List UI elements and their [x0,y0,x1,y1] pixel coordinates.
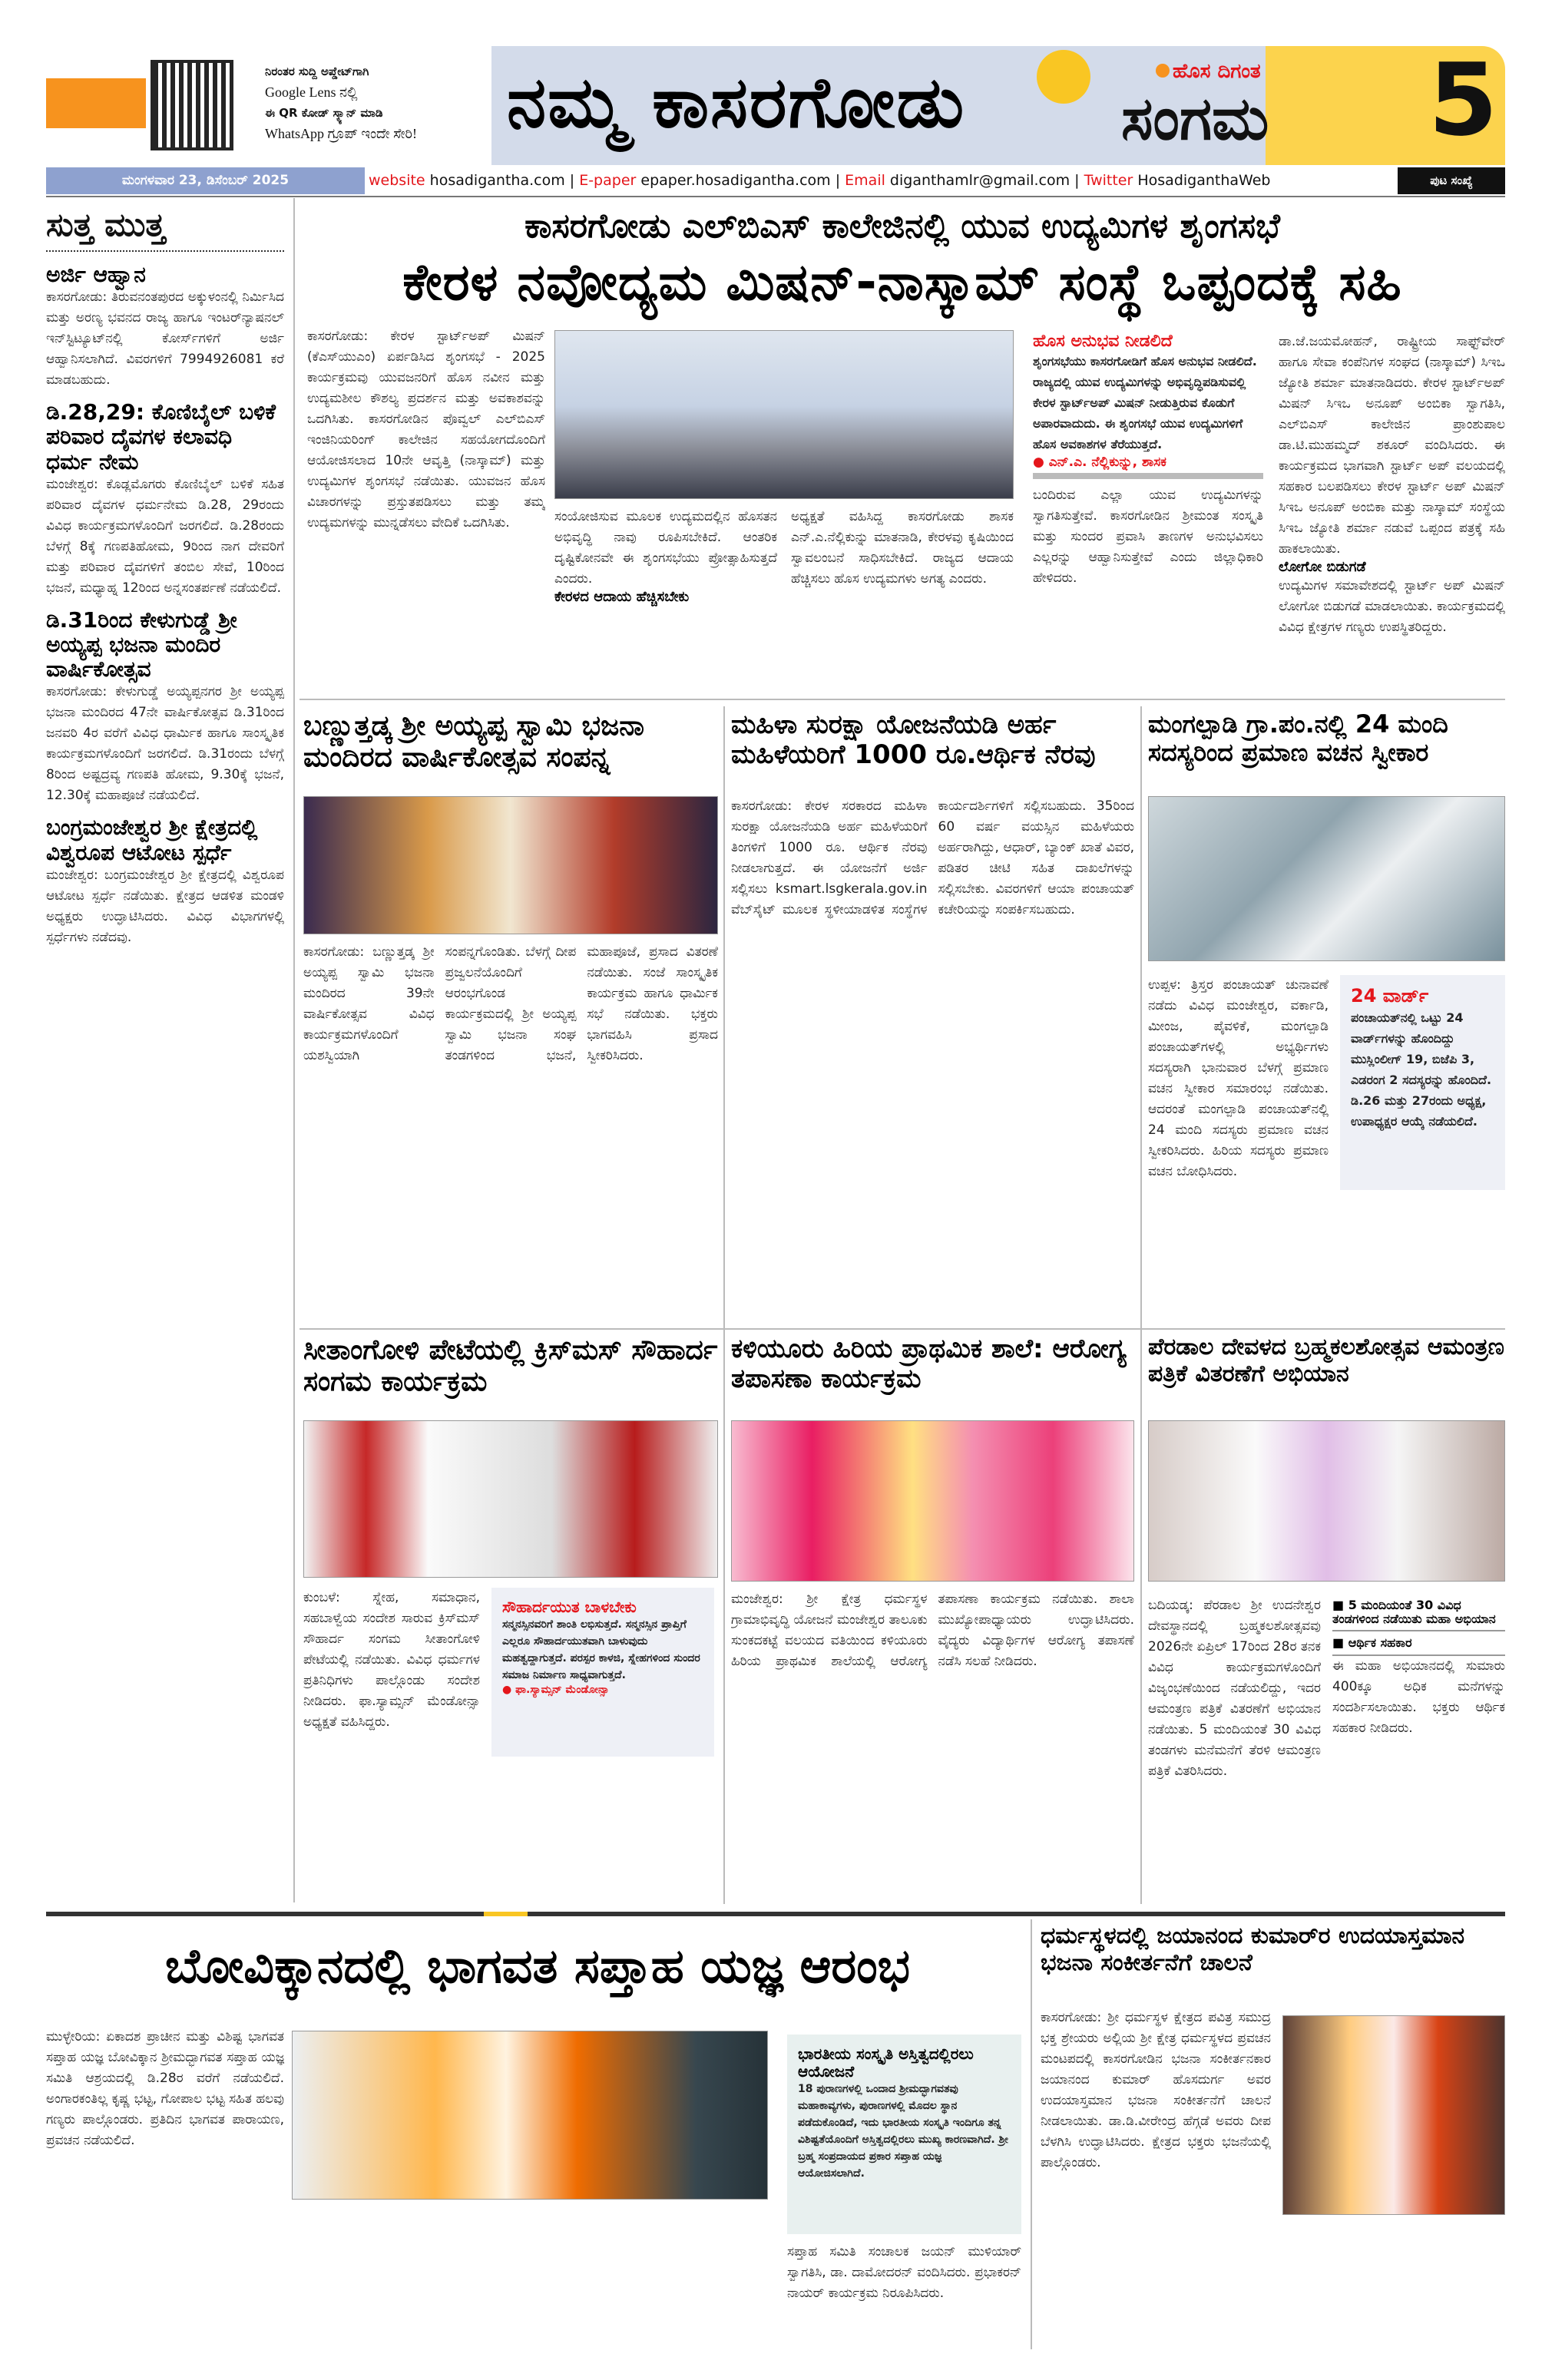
qr-code-icon [154,63,230,147]
bottom-body-2: ಸಪ್ತಾಹ ಸಮಿತಿ ಸಂಚಾಲಕ ಜಯನ್ ಮುಳಿಯಾರ್ ಸ್ವಾಗತಿಸಿ, ಡಾ. ದಾಮೋದರನ್ ವಂದಿಸಿದರು. ಪ್ರಭಾಕರನ್ ನಾಯರ್ ಕಾರ್ಯಕ್ರಮ ನಿರೂಪಿಸಿದರು. [787,2244,1021,2301]
row-divider [299,699,1505,700]
bullet-item: ■ ಆರ್ಥಿಕ ಸಹಕಾರ [1332,1631,1505,1656]
article-photo [303,796,718,934]
brief-item: ಬಂಗ್ರಮಂಜೇಶ್ವರ ಶ್ರೀ ಕ್ಷೇತ್ರದಲ್ಲಿ ವಿಶ್ವರೂಪ ಆಟೋಟ ಸ್ಪರ್ಧೆ ಮಂಜೇಶ್ವರ: ಬಂಗ್ರಮಂಜೇಶ್ವರ ಶ್ರೀ ಕ್ಷೇತ್ರದಲ್ಲಿ ವಿಶ್ವರೂಪ ಆಟೋಟ ಸ್ಪರ್ಧೆ ನಡೆಯಿತು. ಕ್ಷೇತ್ರದ ಆಡಳಿತ ಮಂಡಳಿ ಅಧ್ಯಕ್ಷರು ಉದ್ಘಾಟಿಸಿದರು. ವಿವಿಧ ವಿಭಾಗಗಳಲ್ಲಿ ಸ್ಪರ್ಧೆಗಳು ನಡೆದವು. [46,815,284,945]
section-title: ಸಂಗಮ [1121,84,1269,154]
bottom-headline: ಬೋವಿಕ್ಕಾನದಲ್ಲಿ ಭಾಗವತ ಸಪ್ತಾಹ ಯಜ್ಞ ಆರಂಭ [164,1938,911,1994]
lead-headline: ಕೇರಳ ನವೋದ್ಯಮ ಮಿಷನ್-ನಾಸ್ಕಾಮ್ ಸಂಸ್ಥೆ ಒಪ್ಪಂದಕ್ಕೆ ಸಹಿ [402,253,1402,312]
article-photo [303,1420,718,1578]
suttamutta-logo: ಸುತ್ತ ಮುತ್ತ [46,206,284,252]
column-divider [723,706,725,1904]
website-link[interactable]: website hosadigantha.com [369,172,565,189]
article-photo [1148,796,1505,961]
twitter-link[interactable]: Twitter HosadiganthaWeb [1084,172,1271,189]
culture-box: ಭಾರತೀಯ ಸಂಸ್ಕೃತಿ ಅಸ್ತಿತ್ವದಲ್ಲಿರಲು ಆಯೋಜನೆ 18 ಪುರಾಣಗಳಲ್ಲಿ ಒಂದಾದ ಶ್ರೀಮದ್ಭಾಗವತವು ಮಹಾಕಾವ್ಯಗಳು, ಪುರಾಣಗಳಲ್ಲಿ ಮೊದಲ ಸ್ಥಾನ ಪಡೆದುಕೊಂಡಿದೆ, ಇದು ಭಾರತೀಯ ಸಂಸ್ಕೃತಿ ಇಂದಿಗೂ ತನ್ನ ವಿಶಿಷ್ಟತೆಯೊಂದಿಗೆ ಅಸ್ತಿತ್ವದಲ್ಲಿರಲು ಮುಖ್ಯ ಕಾರಣವಾಗಿದೆ. ಶ್ರೀ ಬ್ರಹ್ಮ ಸಂಪ್ರದಾಯದ ಪ್ರಕಾರ ಸಪ್ತಾಹ ಯಜ್ಞ ಆಯೋಜಿಸಲಾಗಿದೆ. [787,2035,1021,2234]
contact-links: website hosadigantha.com | E-paper epaper.hosadigantha.com | Email diganthamlr@gmail.com | Twitter HosadiganthaWeb [369,172,1271,189]
brand-logo: ಹೊಸ ದಿಗಂತ [1156,60,1261,84]
page-title: ನಮ್ಮ ಕಾಸರಗೋಡು [507,61,966,144]
article-photo [1282,2015,1505,2215]
article-bannuthadka: ಬಣ್ಣುತ್ತಡ್ಕ ಶ್ರೀ ಅಯ್ಯಪ್ಪ ಸ್ವಾಮಿ ಭಜನಾ ಮಂದಿರದ ವಾರ್ಷಿಕೋತ್ಸವ ಸಂಪನ್ನ ಕಾಸರಗೋಡು: ಬಣ್ಣುತ್ತಡ್ಕ ಶ್ರೀ ಅಯ್ಯಪ್ಪ ಸ್ವಾಮಿ ಭಜನಾ ಮಂದಿರದ 39ನೇ ವಾರ್ಷಿಕೋತ್ಸವ ವಿವಿಧ ಕಾರ್ಯಕ್ರಮಗಳೊಂದಿಗೆ ಯಶಸ್ವಿಯಾಗಿ ಸಂಪನ್ನಗೊಂಡಿತು. ಬೆಳಗ್ಗೆ ದೀಪ ಪ್ರಜ್ವಲನೆಯೊಂದಿಗೆ ಆರಂಭಗೊಂಡ ಕಾರ್ಯಕ್ರಮದಲ್ಲಿ ಶ್ರೀ ಅಯ್ಯಪ್ಪ ಸ್ವಾಮಿ ಭಜನಾ ಸಂಘ ತಂಡಗಳಿಂದ ಭಜನೆ, ಮಹಾಪೂಜೆ, ಪ್ರಸಾದ ವಿತರಣೆ ನಡೆಯಿತು. ಸಂಜೆ ಸಾಂಸ್ಕೃತಿಕ ಕಾರ್ಯಕ್ರಮ ಹಾಗೂ ಧಾರ್ಮಿಕ ಸಭೆ ನಡೆಯಿತು. ಭಕ್ತರು ಭಾಗವಹಿಸಿ ಪ್ರಸಾದ ಸ್ವೀಕರಿಸಿದರು. [303,710,718,1063]
email-link[interactable]: Email diganthamlr@gmail.com [845,172,1070,189]
ward-info-box: 24 ವಾರ್ಡ್ ಪಂಚಾಯತ್‌ನಲ್ಲಿ ಒಟ್ಟು 24 ವಾರ್ಡ್‌ಗಳನ್ನು ಹೊಂದಿದ್ದು ಮುಸ್ಲಿಂಲೀಗ್ 19, ಬಿಜೆಪಿ 3, ಎಡರಂಗ 2 ಸದಸ್ಯರನ್ನು ಹೊಂದಿದೆ. ಡಿ.26 ಮತ್ತು 27ರಂದು ಅಧ್ಯಕ್ಷ, ಉಪಾಧ್ಯಕ್ಷರ ಆಯ್ಕೆ ನಡೆಯಲಿದೆ. [1340,975,1505,1190]
lead-kicker: ಕಾಸರಗೋಡು ಎಲ್‌ಬಿಎಸ್ ಕಾಲೇಜಿನಲ್ಲಿ ಯುವ ಉದ್ಯಮಿಗಳ ಶೃಂಗಸಭೆ [524,207,1280,246]
brief-item: ಡಿ.28,29: ಕೊಣಿಬೈಲ್ ಬಳಿಕೆ ಪರಿವಾರ ದೈವಗಳ ಕಲಾವಧಿ ಧರ್ಮ ನೇಮ ಮಂಜೇಶ್ವರ: ಕೊಡ್ಲಮೊಗರು ಕೊಣಿಬೈಲ್ ಬಳಿಕೆ ಸಹಿತ ಪರಿವಾರ ದೈವಗಳ ಧರ್ಮನೇಮ ಡಿ.28, 29ರಂದು ವಿವಿಧ ಕಾರ್ಯಕ್ರಮಗಳೊಂದಿಗೆ ಜರಗಲಿದೆ. ಡಿ.28ರಂದು ಬೆಳಗ್ಗೆ 8ಕ್ಕೆ ಗಣಪತಿಹೋಮ, 9ರಿಂದ ನಾಗ ದೇವರಿಗೆ ಮತ್ತು ಪರಿವಾರ ದೈವಗಳಿಗೆ ತಂಬಿಲ ಸೇವೆ, 10ರಿಂದ ಭಜನೆ, ಮಧ್ಯಾಹ್ನ 12ರಿಂದ ಅನ್ನಸಂತರ್ಪಣೆ ನಡೆಯಲಿದೆ. [46,399,284,596]
bullet-list: ■ 5 ಮಂದಿಯಂತೆ 30 ವಿವಿಧ ತಂಡಗಳಿಂದ ನಡೆಯಿತು ಮಹಾ ಅಭಿಯಾನ ■ ಆರ್ಥಿಕ ಸಹಕಾರ ಈ ಮಹಾ ಅಭಿಯಾನದಲ್ಲಿ ಸುಮಾರು 400ಕ್ಕೂ ಅಧಿಕ ಮನೆಗಳನ್ನು ಸಂದರ್ಶಿಸಲಾಯಿತು. ಭಕ್ತರು ಆರ್ಥಿಕ ಸಹಕಾರ ನೀಡಿದರು. [1332,1595,1505,1739]
date-bar: ಮಂಗಳವಾರ 23, ಡಿಸೆಂಬರ್ 2025 [46,167,365,194]
lead-subhead: ಕೇರಳದ ಆದಾಯ ಹೆಚ್ಚಿಸಬೇಕು [554,589,690,605]
lead-body-mid: ಸಂಯೋಜಿಸುವ ಮೂಲಕ ಉದ್ಯಮದಲ್ಲಿನ ಹೊಸತನ ಅಭಿವೃದ್ಧಿ ನಾವು ರೂಪಿಸಬೇಕಿದೆ. ಆಂತರಿಕ ದೃಷ್ಟಿಕೋನವೇ ಈ ಶೃಂಗಸಭೆಯು ಪ್ರೋತ್ಸಾಹಿಸುತ್ತದೆ ಎಂದರು. ಕೇರಳದ ಆದಾಯ ಹೆಚ್ಚಿಸಬೇಕು ಅಧ್ಯಕ್ಷತೆ ವಹಿಸಿದ್ದ ಕಾಸರಗೋಡು ಶಾಸಕ ಎನ್.ಎ.ನೆಲ್ಲಿಕುನ್ನು ಮಾತನಾಡಿ, ಕೇರಳವು ಕೃಷಿಯಿಂದ ಸ್ವಾವಲಂಬನೆ ಸಾಧಿಸಬೇಕಿದೆ. ರಾಜ್ಯದ ಆದಾಯ ಹೆಚ್ಚಿಸಲು ಹೊಸ ಉದ್ಯಮಗಳು ಅಗತ್ಯ ಎಂದರು. [554,509,1014,605]
column-divider [1031,1919,1032,2349]
bottom-body: ಮುಳ್ಳೇರಿಯ: ಏಕಾದಶ ಪ್ರಾಚೀನ ಮತ್ತು ವಿಶಿಷ್ಟ ಭಾಗವತ ಸಪ್ತಾಹ ಯಜ್ಞ ಬೋವಿಕ್ಕಾನ ಶ್ರೀಮದ್ಭಾಗವತ ಸಪ್ತಾಹ ಯಜ್ಞ ಸಮಿತಿ ಆಶ್ರಯದಲ್ಲಿ ಡಿ.28ರ ವರೆಗೆ ನಡೆಯಲಿದೆ. ಅಂಗಾರಕಂತಿಲ್ಲ ಕೃಷ್ಣ ಭಟ್ಟ, ಗೋಪಾಲ ಭಟ್ಟ ಸಹಿತ ಹಲವು ಗಣ್ಯರು ಪಾಲ್ಗೊಂಡರು. ಪ್ರತಿದಿನ ಭಾಗವತ ಪಾರಾಯಣ, ಪ್ರವಚನ ನಡೆಯಲಿದೆ. [46,2029,284,2148]
masthead-divider [46,196,1505,197]
left-column [46,206,284,1902]
bottom-divider [46,1912,1505,1916]
article-kaliyur: ಕಳಿಯೂರು ಹಿರಿಯ ಪ್ರಾಥಮಿಕ ಶಾಲೆ: ಆರೋಗ್ಯ ತಪಾಸಣಾ ಕಾರ್ಯಕ್ರಮ ಮಂಜೇಶ್ವರ: ಶ್ರೀ ಕ್ಷೇತ್ರ ಧರ್ಮಸ್ಥಳ ಗ್ರಾಮಾಭಿವೃದ್ಧಿ ಯೋಜನೆ ಮಂಜೇಶ್ವರ ತಾಲೂಕು ಸುಂಕದಕಟ್ಟೆ ವಲಯದ ವತಿಯಿಂದ ಕಳಿಯೂರು ಹಿರಿಯ ಪ್ರಾಥಮಿಕ ಶಾಲೆಯಲ್ಲಿ ಆರೋಗ್ಯ ತಪಾಸಣಾ ಕಾರ್ಯಕ್ರಮ ನಡೆಯಿತು. ಶಾಲಾ ಮುಖ್ಯೋಪಾಧ್ಯಾಯರು ಉದ್ಘಾಟಿಸಿದರು. ವೈದ್ಯರು ವಿದ್ಯಾರ್ಥಿಗಳ ಆರೋಗ್ಯ ತಪಾಸಣೆ ನಡೆಸಿ ಸಲಹೆ ನೀಡಿದರು. [731,1334,1134,1669]
quote-box: ಹೊಸ ಅನುಭವ ನೀಡಲಿದೆ ಶೃಂಗಸಭೆಯು ಕಾಸರಗೋಡಿಗೆ ಹೊಸ ಅನುಭವ ನೀಡಲಿದೆ. ರಾಜ್ಯದಲ್ಲಿ ಯುವ ಉದ್ಯಮಿಗಳನ್ನು ಅಭಿವೃದ್ಧಿಪಡಿಸುವಲ್ಲಿ ಕೇರಳ ಸ್ಟಾರ್ಟ್‌ಅಪ್ ಮಿಷನ್ ನೀಡುತ್ತಿರುವ ಕೊಡುಗೆ ಅಪಾರವಾದುದು. ಈ ಶೃಂಗಸಭೆ ಯುವ ಉದ್ಯಮಿಗಳಿಗೆ ಹೊಸ ಅವಕಾಶಗಳ ತೆರೆಯುತ್ತದೆ. ● ಎನ್.ಎ. ನೆಲ್ಲಿಕುನ್ನು, ಶಾಸಕ ಬಂದಿರುವ ಎಲ್ಲಾ ಯುವ ಉದ್ಯಮಿಗಳನ್ನು ಸ್ವಾಗತಿಸುತ್ತೇವೆ. ಕಾಸರಗೋಡಿನ ಶ್ರೀಮಂತ ಸಂಸ್ಕೃತಿ ಮತ್ತು ಸುಂದರ ಪ್ರವಾಸಿ ತಾಣಗಳ ಅನುಭವಿಸಲು ಎಲ್ಲರನ್ನು ಆಹ್ವಾನಿಸುತ್ತೇವೆ ಎಂದು ಜಿಲ್ಲಾಧಿಕಾರಿ ಹೇಳಿದರು. [1033,332,1263,587]
article-mahila-suraksha: ಮಹಿಳಾ ಸುರಕ್ಷಾ ಯೋಜನೆಯಡಿ ಅರ್ಹ ಮಹಿಳೆಯರಿಗೆ 1000 ರೂ.ಆರ್ಥಿಕ ನೆರವು ಕಾಸರಗೋಡು: ಕೇರಳ ಸರಕಾರದ ಮಹಿಳಾ ಸುರಕ್ಷಾ ಯೋಜನೆಯಡಿ ಅರ್ಹ ಮಹಿಳೆಯರಿಗೆ ತಿಂಗಳಿಗೆ 1000 ರೂ. ಆರ್ಥಿಕ ನೆರವು ನೀಡಲಾಗುತ್ತದೆ. ಈ ಯೋಜನೆಗೆ ಅರ್ಜಿ ಸಲ್ಲಿಸಲು ksmart.lsgkerala.gov.in ವೆಬ್‌ಸೈಟ್ ಮೂಲಕ ಸ್ಥಳೀಯಾಡಳಿತ ಸಂಸ್ಥೆಗಳ ಕಾರ್ಯದರ್ಶಿಗಳಿಗೆ ಸಲ್ಲಿಸಬಹುದು. 35ರಿಂದ 60 ವರ್ಷ ವಯಸ್ಸಿನ ಮಹಿಳೆಯರು ಅರ್ಹರಾಗಿದ್ದು, ಆಧಾರ್, ಬ್ಯಾಂಕ್ ಖಾತೆ ವಿವರ, ಪಡಿತರ ಚೀಟಿ ಸಹಿತ ದಾಖಲೆಗಳನ್ನು ಸಲ್ಲಿಸಬೇಕು. ವಿವರಗಳಿಗೆ ಆಯಾ ಪಂಚಾಯತ್ ಕಚೇರಿಯನ್ನು ಸಂಪರ್ಕಿಸಬಹುದು. [731,710,1134,917]
article-mangalpady: ಮಂಗಲ್ಪಾಡಿ ಗ್ರಾ.ಪಂ.ನಲ್ಲಿ 24 ಮಂದಿ ಸದಸ್ಯರಿಂದ ಪ್ರಮಾಣ ವಚನ ಸ್ವೀಕಾರ ಉಪ್ಪಳ: ತ್ರಿಸ್ತರ ಪಂಚಾಯತ್ ಚುನಾವಣೆ ನಡೆದು ವಿವಿಧ ಮಂಜೇಶ್ವರ, ವರ್ಕಾಡಿ, ಮೀಂಜ, ಪೈವಳಿಕೆ, ಮಂಗಲ್ಪಾಡಿ ಪಂಚಾಯತ್‌ಗಳಲ್ಲಿ ಅಭ್ಯರ್ಥಿಗಳು ಸದಸ್ಯರಾಗಿ ಭಾನುವಾರ ಬೆಳಗ್ಗೆ ಪ್ರಮಾಣ ವಚನ ಸ್ವೀಕಾರ ಸಮಾರಂಭ ನಡೆಯಿತು. ಆದರಂತೆ ಮಂಗಲ್ಪಾಡಿ ಪಂಚಾಯತ್‌ನಲ್ಲಿ 24 ಮಂದಿ ಸದಸ್ಯರು ಪ್ರಮಾಣ ವಚನ ಸ್ವೀಕರಿಸಿದರು. ಹಿರಿಯ ಸದಸ್ಯರು ಪ್ರಮಾಣ ವಚನ ಬೋಧಿಸಿದರು. 24 ವಾರ್ಡ್ ಪಂಚಾಯತ್‌ನಲ್ಲಿ ಒಟ್ಟು 24 ವಾರ್ಡ್‌ಗಳನ್ನು ಹೊಂದಿದ್ದು ಮುಸ್ಲಿಂಲೀಗ್ 19, ಬಿಜೆಪಿ 3, ಎಡರಂಗ 2 ಸದಸ್ಯರನ್ನು ಹೊಂದಿದೆ. ಡಿ.26 ಮತ್ತು 27ರಂದು ಅಧ್ಯಕ್ಷ, ಉಪಾಧ್ಯಕ್ಷರ ಆಯ್ಕೆ ನಡೆಯಲಿದೆ. [1148,710,1505,1324]
title-sun-icon [1037,50,1090,104]
row-divider [299,1328,1505,1330]
masthead [0,31,1542,196]
harmony-box: ಸೌಹಾರ್ದಯುತ ಬಾಳಬೇಕು ಸನ್ಮನಸ್ಸಿನವರಿಗೆ ಶಾಂತಿ ಲಭಿಸುತ್ತದೆ. ಸನ್ಮನಸ್ಸಿನ ಪ್ರಾಪ್ತಿಗೆ ಎಲ್ಲರೂ ಸೌಹಾರ್ದಯುತವಾಗಿ ಬಾಳುವುದು ಮಹತ್ವದ್ದಾಗುತ್ತದೆ. ಪರಸ್ಪರ ಕಾಳಜಿ, ಸ್ನೇಹಗಳಿಂದ ಸುಂದರ ಸಮಾಜ ನಿರ್ಮಾಣ ಸಾಧ್ಯವಾಗುತ್ತದೆ. ● ಫಾ.ಸ್ಯಾಮ್ಸನ್ ಮೆಂಡೋನ್ಸಾ [491,1588,714,1757]
article-photo [1148,1420,1505,1582]
epaper-link[interactable]: E-paper epaper.hosadigantha.com [579,172,831,189]
brief-item: ಅರ್ಜಿ ಆಹ್ವಾನ ಕಾಸರಗೋಡು: ತಿರುವನಂತಪುರದ ಅಕ್ಕುಳಂನಲ್ಲಿ ನಿರ್ಮಿಸಿದ ಮತ್ತು ಅರಣ್ಯ ಭವನದ ರಾಜ್ಯ ಹಾಗೂ ಇಂಟರ್‌ನ್ಯಾಷನಲ್ ಇನ್‌ಸ್ಟಿಟ್ಯೂಟ್‌ನಲ್ಲಿ ಕೋರ್ಸ್‌ಗಳಿಗೆ ಅರ್ಜಿ ಆಹ್ವಾನಿಸಲಾಗಿದೆ. ವಿವರಗಳಿಗೆ 7994926081 ಕರೆ ಮಾಡಬಹುದು. [46,262,284,388]
article-peradala: ಪೆರಡಾಲ ದೇವಳದ ಬ್ರಹ್ಮಕಲಶೋತ್ಸವ ಆಮಂತ್ರಣ ಪತ್ರಿಕೆ ವಿತರಣೆಗೆ ಅಭಿಯಾನ ಬದಿಯಡ್ಕ: ಪೆರಡಾಲ ಶ್ರೀ ಉದನೇಶ್ವರ ದೇವಸ್ಥಾನದಲ್ಲಿ ಬ್ರಹ್ಮಕಲಶೋತ್ಸವವು 2026ನೇ ಏಪ್ರಿಲ್ 17ರಿಂದ 28ರ ತನಕ ವಿವಿಧ ಕಾರ್ಯಕ್ರಮಗಳೊಂದಿಗೆ ವಿಜೃಂಭಣೆಯಿಂದ ನಡೆಯಲಿದ್ದು, ಇದರ ಆಮಂತ್ರಣ ಪತ್ರಿಕೆ ವಿತರಣೆಗೆ ಅಭಿಯಾನ ನಡೆಯಿತು. 5 ಮಂದಿಯಂತೆ 30 ವಿವಿಧ ತಂಡಗಳು ಮನೆಮನೆಗೆ ತೆರಳಿ ಆಮಂತ್ರಣ ಪತ್ರಿಕೆ ವಿತರಿಸಿದರು. ■ 5 ಮಂದಿಯಂತೆ 30 ವಿವಿಧ ತಂಡಗಳಿಂದ ನಡೆಯಿತು ಮಹಾ ಅಭಿಯಾನ ■ ಆರ್ಥಿಕ ಸಹಕಾರ ಈ ಮಹಾ ಅಭಿಯಾನದಲ್ಲಿ ಸುಮಾರು 400ಕ್ಕೂ ಅಧಿಕ ಮನೆಗಳನ್ನು ಸಂದರ್ಶಿಸಲಾಯಿತು. ಭಕ್ತರು ಆರ್ಥಿಕ ಸಹಕಾರ ನೀಡಿದರು. [1148,1334,1505,1779]
pages-label: ಪುಟ ಸಂಖ್ಯೆ [1398,167,1505,194]
left-column-divider [293,198,295,1902]
article-seethangoli: ಸೀತಾಂಗೋಳಿ ಪೇಟೆಯಲ್ಲಿ ಕ್ರಿಸ್‌ಮಸ್ ಸೌಹಾರ್ದ ಸಂಗಮ ಕಾರ್ಯಕ್ರಮ ಕುಂಬಳೆ: ಸ್ನೇಹ, ಸಮಾಧಾನ, ಸಹಬಾಳ್ವೆಯ ಸಂದೇಶ ಸಾರುವ ಕ್ರಿಸ್‌ಮಸ್ ಸೌಹಾರ್ದ ಸಂಗಮ ಸೀತಾಂಗೋಳಿ ಪೇಟೆಯಲ್ಲಿ ನಡೆಯಿತು. ವಿವಿಧ ಧರ್ಮಗಳ ಪ್ರತಿನಿಧಿಗಳು ಪಾಲ್ಗೊಂಡು ಸಂದೇಶ ನೀಡಿದರು. ಫಾ.ಸ್ಯಾಮ್ಸನ್ ಮೆಂಡೋನ್ಸಾ ಅಧ್ಯಕ್ಷತೆ ವಹಿಸಿದ್ದರು. ಸೌಹಾರ್ದಯುತ ಬಾಳಬೇಕು ಸನ್ಮನಸ್ಸಿನವರಿಗೆ ಶಾಂತಿ ಲಭಿಸುತ್ತದೆ. ಸನ್ಮನಸ್ಸಿನ ಪ್ರಾಪ್ತಿಗೆ ಎಲ್ಲರೂ ಸೌಹಾರ್ದಯುತವಾಗಿ ಬಾಳುವುದು ಮಹತ್ವದ್ದಾಗುತ್ತದೆ. ಪರಸ್ಪರ ಕಾಳಜಿ, ಸ್ನೇಹಗಳಿಂದ ಸುಂದರ ಸಮಾಜ ನಿರ್ಮಾಣ ಸಾಧ್ಯವಾಗುತ್ತದೆ. ● ಫಾ.ಸ್ಯಾಮ್ಸನ್ ಮೆಂಡೋನ್ಸಾ [303,1334,718,1902]
quote-author: ● ಎನ್.ಎ. ನೆಲ್ಲಿಕುನ್ನು, ಶಾಸಕ [1033,455,1263,479]
article-photo [731,1420,1134,1582]
qr-instructions: ನಿರಂತರ ಸುದ್ದಿ ಅಪ್ಡೇಟ್‌ಗಾಗಿ Google Lens ನಲ್ಲಿ ಈ QR ಕೋಡ್ ಸ್ಕ್ಯಾನ್ ಮಾಡಿ WhatsApp ಗ್ರೂಪ್ ಇಂದೇ ಸೇರಿ! [265,64,418,141]
bullet-item: ■ 5 ಮಂದಿಯಂತೆ 30 ವಿವಿಧ ತಂಡಗಳಿಂದ ನಡೆಯಿತು ಮಹಾ ಅಭಿಯಾನ [1332,1595,1505,1631]
lead-body-left: ಕಾಸರಗೋಡು: ಕೇರಳ ಸ್ಟಾರ್ಟ್‌ಅಪ್ ಮಿಷನ್ (ಕೆಎಸ್‌ಯುಎಂ) ಏರ್ಪಡಿಸಿದ ಶೃಂಗಸಭೆ - 2025 ಕಾರ್ಯಕ್ರಮವು ಯುವಜನರಿಗೆ ಹೊಸ ನವೀನ ಮತ್ತು ಉದ್ಯಮಶೀಲ ಕೌಶಲ್ಯ ಪ್ರದರ್ಶನ ಮತ್ತು ಅವಕಾಶವನ್ನು ಒದಗಿಸಿತು. ಕಾಸರಗೋಡಿನ ಪೊವ್ವಲ್ ಎಲ್‌ಬಿಎಸ್ ಇಂಜಿನಿಯರಿಂಗ್ ಕಾಲೇಜಿನ ಸಹಯೋಗದೊಂದಿಗೆ ಆಯೋಜಿಸಲಾದ 10ನೇ ಆವೃತ್ತಿ (ನಾಸ್ಕಾಮ್) ಮತ್ತು ಉದ್ಯಮಿಗಳ ಶೃಂಗಸಭೆ ನಡೆಯಿತು. ಯುವಜನ ಹೊಸ ವಿಚಾರಗಳನ್ನು ಪ್ರಸ್ತುತಪಡಿಸಲು ಮತ್ತು ತಮ್ಮ ಉದ್ಯಮಗಳನ್ನು ಮುನ್ನಡೆಸಲು ವೇದಿಕೆ ಒದಗಿಸಿತು. [307,329,545,531]
brief-item: ಡಿ.31ರಿಂದ ಕೇಳುಗುಡ್ಡೆ ಶ್ರೀ ಅಯ್ಯಪ್ಪ ಭಜನಾ ಮಂದಿರ ವಾರ್ಷಿಕೋತ್ಸವ ಕಾಸರಗೋಡು: ಕೇಳುಗುಡ್ಡೆ ಅಯ್ಯಪ್ಪನಗರ ಶ್ರೀ ಅಯ್ಯಪ್ಪ ಭಜನಾ ಮಂದಿರದ 47ನೇ ವಾರ್ಷಿಕೋತ್ಸವ ಡಿ.31ರಿಂದ ಜನವರಿ 4ರ ವರೆಗೆ ವಿವಿಧ ಧಾರ್ಮಿಕ ಹಾಗೂ ಸಾಂಸ್ಕೃತಿಕ ಕಾರ್ಯಕ್ರಮಗಳೊಂದಿಗೆ ಜರಗಲಿದೆ. ಡಿ.31ರಂದು ಬೆಳಗ್ಗೆ 8ರಿಂದ ಅಷ್ಟದ್ರವ್ಯ ಗಣಪತಿ ಹೋಮ, 9.30ಕ್ಕೆ ಭಜನೆ, 12.30ಕ್ಕೆ ಮಹಾಪೂಜೆ ನಡೆಯಲಿದೆ. [46,607,284,804]
bottom-photo [292,2031,768,2200]
lead-body-right: ಡಾ.ಜೆ.ಜಯಮೋಹನ್, ರಾಷ್ಟ್ರೀಯ ಸಾಫ್ಟ್‌ವೇರ್ ಹಾಗೂ ಸೇವಾ ಕಂಪೆನಿಗಳ ಸಂಘದ (ನಾಸ್ಕಾಮ್) ಸಿಇಒ ಜ್ಯೋತಿ ಶರ್ಮಾ ಮಾತನಾಡಿದರು. ಕೇರಳ ಸ್ಟಾರ್ಟ್‌ಅಪ್ ಮಿಷನ್ ಸಿಇಒ ಅನೂಪ್ ಅಂಬಿಕಾ ಸ್ವಾಗತಿಸಿ, ಎಲ್‌ಬಿಎಸ್ ಕಾಲೇಜಿನ ಪ್ರಾಂಶುಪಾಲ ಡಾ.ಟಿ.ಮುಹಮ್ಮದ್ ಶಕೂರ್ ವಂದಿಸಿದರು. ಈ ಕಾರ್ಯಕ್ರಮದ ಭಾಗವಾಗಿ ಸ್ಟಾರ್ಟ್ ಅಪ್ ವಲಯದಲ್ಲಿ ಸಹಕಾರ ಬಲಪಡಿಸಲು ಕೇರಳ ಸ್ಟಾರ್ಟ್ ಅಪ್ ಮಿಷನ್ ಸಿಇಒ ಅನೂಪ್ ಅಂಬಿಕಾ ಮತ್ತು ನಾಸ್ಕಾಮ್ ಸಂಸ್ಥೆಯ ಸಿಇಒ ಜ್ಯೋತಿ ಶರ್ಮಾ ನಡುವೆ ಒಪ್ಪಂದ ಪತ್ರಕ್ಕೆ ಸಹಿ ಹಾಕಲಾಯಿತು. ಲೋಗೋ ಬಿಡುಗಡೆ ಉದ್ಯಮಿಗಳ ಸಮಾವೇಶದಲ್ಲಿ ಸ್ಟಾರ್ಟ್ ಅಪ್ ಮಿಷನ್ ಲೋಗೋ ಬಿಡುಗಡೆ ಮಾಡಲಾಯಿತು. ಕಾರ್ಯಕ್ರಮದಲ್ಲಿ ವಿವಿಧ ಕ್ಷೇತ್ರಗಳ ಗಣ್ಯರು ಉಪಸ್ಥಿತರಿದ್ದರು. [1279,334,1505,635]
article-dharmasthala: ಧರ್ಮಸ್ಥಳದಲ್ಲಿ ಜಯಾನಂದ ಕುಮಾರ್‌ರ ಉದಯಾಸ್ತಮಾನ ಭಜನಾ ಸಂಕೀರ್ತನೆಗೆ ಚಾಲನೆ ಕಾಸರಗೋಡು: ಶ್ರೀ ಧರ್ಮಸ್ಥಳ ಕ್ಷೇತ್ರದ ಪವಿತ್ರ ಸಮುದ್ರ ಭಕ್ತ ಶ್ರೇಯರು ಅಲ್ಲಿಯ ಶ್ರೀ ಕ್ಷೇತ್ರ ಧರ್ಮಸ್ಥಳದ ಪ್ರವಚನ ಮಂಟಪದಲ್ಲಿ ಕಾಸರಗೋಡಿನ ಭಜನಾ ಸಂಕೀರ್ತನಕಾರ ಜಯಾನಂದ ಕುಮಾರ್ ಹೊಸದುರ್ಗ ಅವರ ಉದಯಾಸ್ತಮಾನ ಭಜನಾ ಸಂಕೀರ್ತನೆಗೆ ಚಾಲನೆ ನೀಡಲಾಯಿತು. ಡಾ.ಡಿ.ವೀರೇಂದ್ರ ಹೆಗ್ಗಡೆ ಅವರು ದೀಪ ಬೆಳಗಿಸಿ ಉದ್ಘಾಟಿಸಿದರು. ಕ್ಷೇತ್ರದ ಭಕ್ತರು ಭಜನೆಯಲ್ಲಿ ಪಾಲ್ಗೊಂಡರು. [1041,1923,1505,2353]
orange-block [46,78,146,128]
page-number: 5 [1428,41,1498,158]
lead-photo [554,330,1014,499]
brand-emblem-icon [1156,64,1170,78]
column-divider [1140,706,1142,1904]
